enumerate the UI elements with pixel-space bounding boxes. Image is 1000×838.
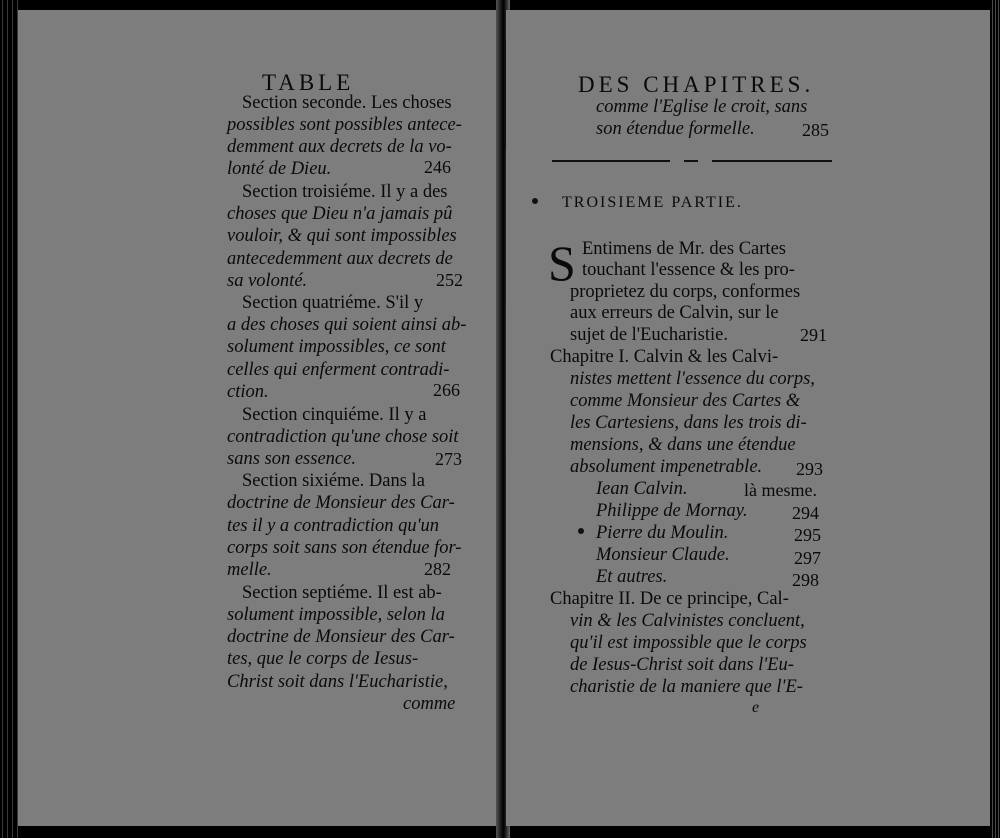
text-line: Chapitre II. De ce principe, Cal- bbox=[550, 589, 789, 609]
text-line: aux erreurs de Calvin, sur le bbox=[570, 303, 779, 323]
text-line: comme l'Eglise le croit, sans bbox=[596, 97, 808, 117]
text-line: doctrine de Monsieur des Car- bbox=[227, 493, 455, 513]
text-line: antecedemment aux decrets de bbox=[227, 249, 453, 269]
divider-rule bbox=[712, 160, 832, 162]
text-line: son étendue formelle. bbox=[596, 119, 755, 139]
ink-spot bbox=[578, 528, 584, 534]
text-line bbox=[242, 94, 452, 113]
text-line: solument impossible, selon la bbox=[227, 605, 445, 625]
text-line: absolument impenetrable. bbox=[570, 457, 763, 477]
page-number: 266 bbox=[433, 380, 460, 400]
page-number: 291 bbox=[800, 325, 827, 345]
text-line: melle. bbox=[227, 560, 272, 580]
catchword: comme bbox=[403, 694, 456, 714]
page-number: 294 bbox=[792, 503, 819, 523]
right-page bbox=[506, 10, 990, 826]
drop-cap: S bbox=[548, 235, 576, 291]
divider-rule bbox=[684, 160, 698, 162]
author-entry: Monsieur Claude. bbox=[596, 545, 730, 565]
text-line: vin & les Calvinistes concluent, bbox=[570, 611, 805, 631]
text-line: Chapitre I. Calvin & les Calvi- bbox=[550, 347, 779, 367]
text-line: a des choses qui soient ainsi ab- bbox=[227, 315, 467, 335]
text-line: possibles sont possibles antece- bbox=[227, 115, 462, 135]
page-number: 282 bbox=[424, 559, 451, 579]
text-line: choses que Dieu n'a jamais pû bbox=[227, 204, 453, 224]
left-page bbox=[18, 10, 500, 826]
text-line: comme Monsieur des Cartes & bbox=[570, 391, 801, 411]
text-line: tes il y a contradiction qu'un bbox=[227, 516, 440, 536]
text-line: celles qui enferment contradi- bbox=[227, 360, 450, 380]
text-line: sa volonté. bbox=[227, 271, 308, 291]
author-entry: Philippe de Mornay. bbox=[596, 501, 748, 521]
page-number: là mesme. bbox=[744, 480, 817, 500]
page-number: 252 bbox=[436, 270, 463, 290]
page-number: 285 bbox=[802, 120, 829, 140]
text-line: vouloir, & qui sont impossibles bbox=[227, 226, 457, 246]
page-number: 293 bbox=[796, 459, 823, 479]
text-line-content: Section seconde. Les choses bbox=[242, 93, 452, 113]
page-number: 295 bbox=[794, 525, 821, 545]
text-line: Christ soit dans l'Eucharistie, bbox=[227, 672, 448, 692]
text-line: ction. bbox=[227, 382, 269, 402]
text-line: mensions, & dans une étendue bbox=[570, 435, 796, 455]
text-line: contradiction qu'une chose soit bbox=[227, 427, 459, 447]
page-number: 298 bbox=[792, 570, 819, 590]
text-line: proprietez du corps, conformes bbox=[570, 282, 801, 302]
text-line: demment aux decrets de la vo- bbox=[227, 137, 452, 157]
text-line: sujet de l'Eucharistie. bbox=[570, 325, 728, 345]
author-entry: Iean Calvin. bbox=[596, 479, 688, 499]
part-title: TROISIEME PARTIE. bbox=[562, 194, 743, 211]
text-line: Section troisiéme. Il y a des bbox=[242, 182, 448, 202]
ink-spot bbox=[532, 198, 538, 204]
page-number: 246 bbox=[424, 157, 451, 177]
text-line: touchant l'essence & les pro- bbox=[582, 260, 795, 280]
page-number: 273 bbox=[435, 449, 462, 469]
text-line: lonté de Dieu. bbox=[227, 159, 332, 179]
text-line: de Iesus-Christ soit dans l'Eu- bbox=[570, 655, 794, 675]
right-page-edge bbox=[990, 0, 1000, 838]
text-line: solument impossibles, ce sont bbox=[227, 337, 446, 357]
text-line: Section cinquiéme. Il y a bbox=[242, 405, 427, 425]
catchword: e bbox=[752, 699, 760, 716]
page-number: 297 bbox=[794, 548, 821, 568]
divider-rule bbox=[552, 160, 670, 162]
author-entry: Et autres. bbox=[596, 567, 668, 587]
left-page-edge bbox=[0, 0, 18, 838]
text-line: corps soit sans son étendue for- bbox=[227, 538, 462, 558]
text-line: nistes mettent l'essence du corps, bbox=[570, 369, 815, 389]
text-line: tes, que le corps de Iesus- bbox=[227, 649, 419, 669]
text-line: Entimens de Mr. des Cartes bbox=[582, 239, 786, 259]
page-header: DES CHAPITRES. bbox=[578, 72, 815, 97]
author-entry: Pierre du Moulin. bbox=[596, 523, 729, 543]
text-line: Section quatriéme. S'il y bbox=[242, 293, 424, 313]
page-header: TABLE bbox=[262, 70, 355, 95]
text-line: Section septiéme. Il est ab- bbox=[242, 583, 442, 603]
text-line: charistie de la maniere que l'E- bbox=[570, 677, 803, 697]
text-line: les Cartesiens, dans les trois di- bbox=[570, 413, 807, 433]
text-line: qu'il est impossible que le corps bbox=[570, 633, 807, 653]
text-line: sans son essence. bbox=[227, 449, 356, 469]
text-line: Section sixiéme. Dans la bbox=[242, 471, 425, 491]
text-line: doctrine de Monsieur des Car- bbox=[227, 627, 455, 647]
